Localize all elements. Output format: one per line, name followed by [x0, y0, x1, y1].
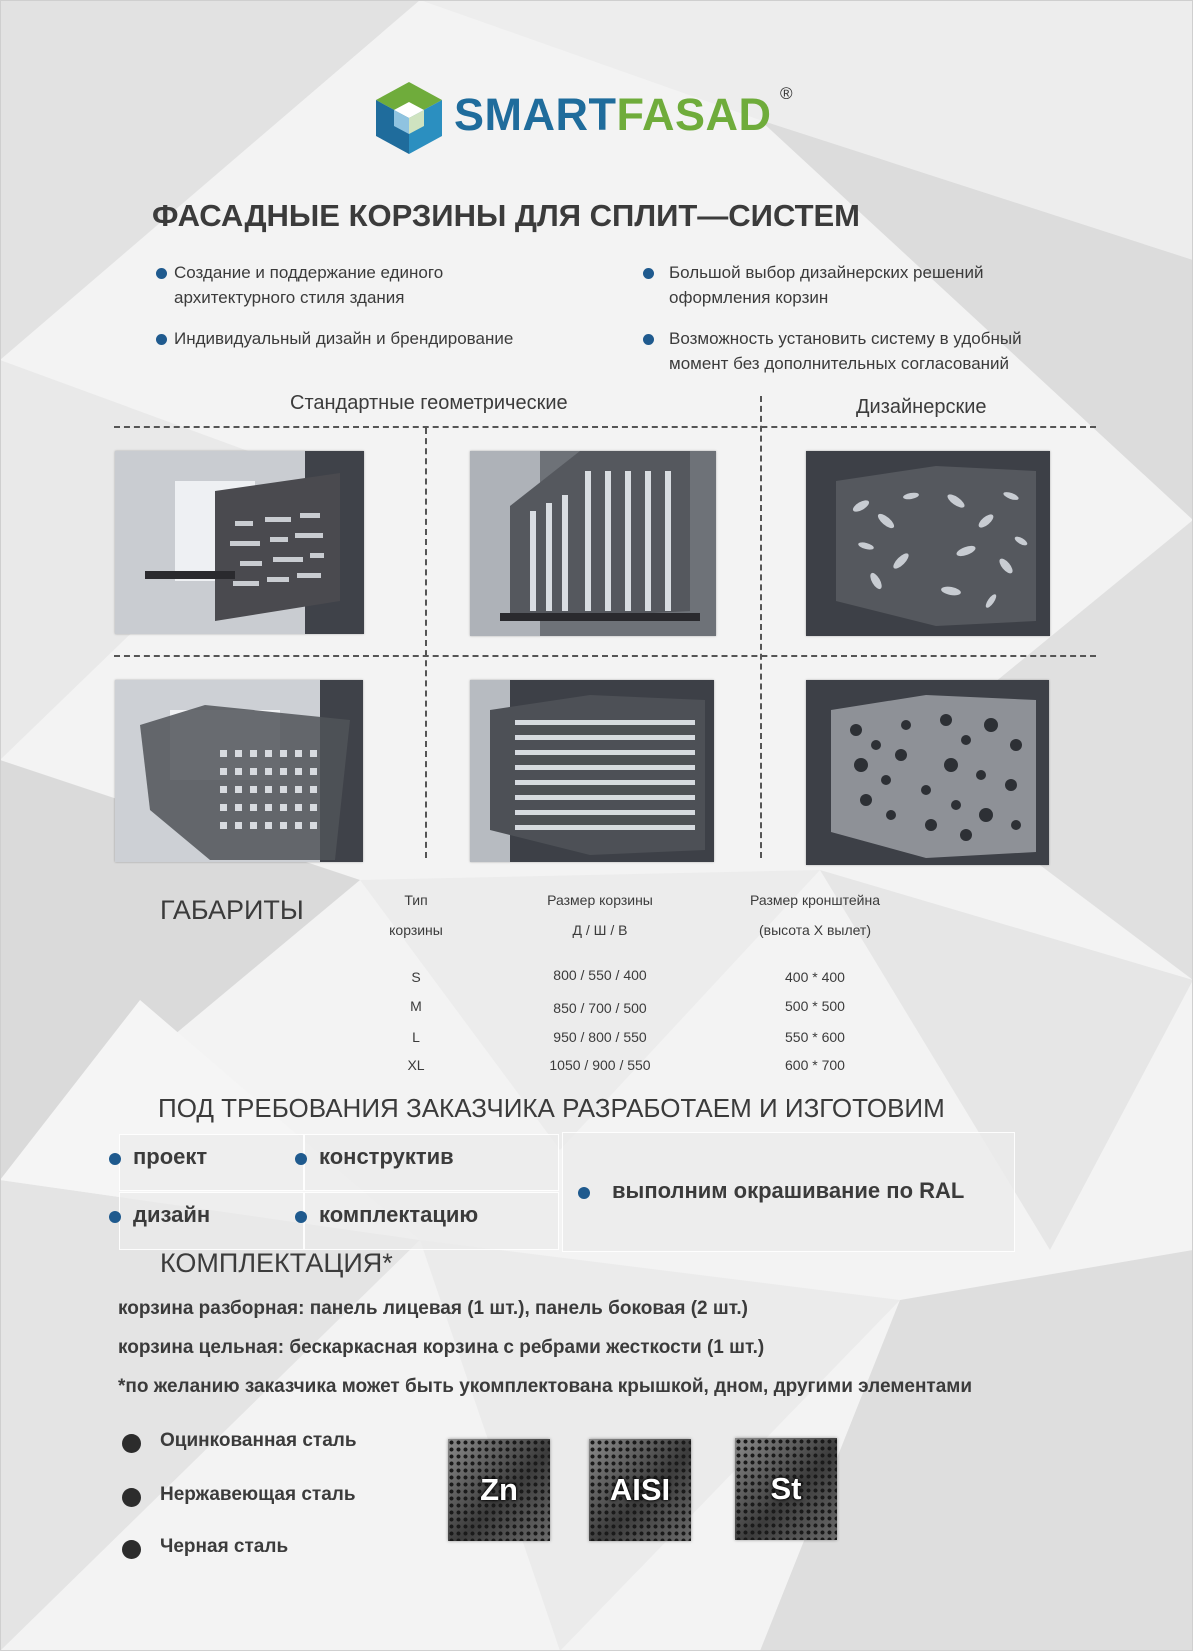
table-cell-type: L	[412, 1029, 420, 1045]
table-cell-type: M	[410, 998, 422, 1014]
material-tile-zn: Zn	[448, 1439, 550, 1541]
column-header-type: Тип корзины	[389, 892, 443, 938]
material-item: Оцинкованная сталь	[160, 1430, 357, 1452]
service-item: проект	[133, 1144, 207, 1170]
brand-name: SMARTFASAD	[454, 89, 772, 140]
custom-services-title: ПОД ТРЕБОВАНИЯ ЗАКАЗЧИКА РАЗРАБОТАЕМ И ИЗГОТОВИМ	[158, 1093, 945, 1123]
grid-divider	[114, 655, 1096, 657]
product-photo-slots	[470, 680, 714, 862]
bullet-icon	[643, 268, 654, 279]
service-item: конструктив	[319, 1144, 454, 1170]
table-cell-bracket: 550 * 600	[785, 1029, 845, 1045]
table-cell-bracket: 600 * 700	[785, 1057, 845, 1073]
bullet-icon	[122, 1488, 141, 1507]
column-header-size: Размер корзины Д / Ш / В	[547, 892, 653, 938]
brand-logo	[376, 82, 806, 158]
bullet-icon	[295, 1153, 307, 1165]
category-standard: Стандартные геометрические	[290, 392, 568, 414]
benefit-item: Возможность установить систему в удобный момент без дополнительных согласований	[669, 326, 1022, 376]
table-cell-bracket: 500 * 500	[785, 998, 845, 1014]
table-cell-size: 950 / 800 / 550	[553, 1029, 647, 1045]
cube-logo-icon	[376, 82, 442, 154]
product-photo-slots	[470, 451, 716, 636]
benefit-item: Большой выбор дизайнерских решений оформления корзин	[669, 260, 983, 310]
bullet-icon	[109, 1211, 121, 1223]
grid-divider	[114, 426, 1096, 428]
bullet-icon	[643, 334, 654, 345]
material-item: Черная сталь	[160, 1536, 288, 1558]
bullet-icon	[122, 1434, 141, 1453]
bullet-icon	[122, 1540, 141, 1559]
column-header-bracket: Размер кронштейна (высота Х вылет)	[749, 892, 881, 938]
bullet-icon	[295, 1211, 307, 1223]
table-cell-size: 800 / 550 / 400	[553, 967, 647, 983]
service-item: комплектацию	[319, 1202, 478, 1228]
page-title: ФАСАДНЫЕ КОРЗИНЫ ДЛЯ СПЛИТ—СИСТЕМ	[152, 198, 861, 233]
material-item: Нержавеющая сталь	[160, 1484, 356, 1506]
grid-divider	[425, 428, 427, 858]
table-cell-size: 1050 / 900 / 550	[549, 1057, 651, 1073]
table-cell-type: XL	[407, 1057, 425, 1073]
service-item-ral: выполним окрашивание по RAL	[612, 1178, 964, 1204]
kit-line: корзина цельная: бескаркасная корзина с ребрами жесткости (1 шт.)	[118, 1337, 765, 1358]
benefit-item: Индивидуальный дизайн и брендирование	[174, 326, 513, 351]
registered-mark: ®	[780, 84, 793, 103]
product-photo-slots	[115, 680, 363, 862]
product-photo-slots	[806, 680, 1049, 865]
benefit-item: Создание и поддержание единого архитектурного стиля здания	[174, 260, 443, 310]
product-photo-slots	[115, 451, 364, 634]
grid-divider	[760, 396, 762, 858]
table-cell-bracket: 400 * 400	[785, 969, 845, 985]
dimensions-title: ГАБАРИТЫ	[160, 895, 304, 925]
bullet-icon	[156, 268, 167, 279]
material-tile-st: St	[735, 1438, 837, 1540]
bullet-icon	[578, 1187, 590, 1199]
table-cell-size: 850 / 700 / 500	[553, 1000, 647, 1016]
service-item: дизайн	[133, 1202, 210, 1228]
bullet-icon	[109, 1153, 121, 1165]
product-photo-slots	[806, 451, 1050, 636]
bullet-icon	[156, 334, 167, 345]
kit-title: КОМПЛЕКТАЦИЯ*	[160, 1248, 393, 1278]
category-designer: Дизайнерские	[856, 396, 987, 418]
material-tile-aisi: AISI	[589, 1439, 691, 1541]
kit-line: корзина разборная: панель лицевая (1 шт.), панель боковая (2 шт.)	[118, 1298, 748, 1319]
table-cell-type: S	[411, 969, 421, 985]
kit-line: *по желанию заказчика может быть укомплектована крышкой, дном, другими элементами	[118, 1376, 973, 1397]
